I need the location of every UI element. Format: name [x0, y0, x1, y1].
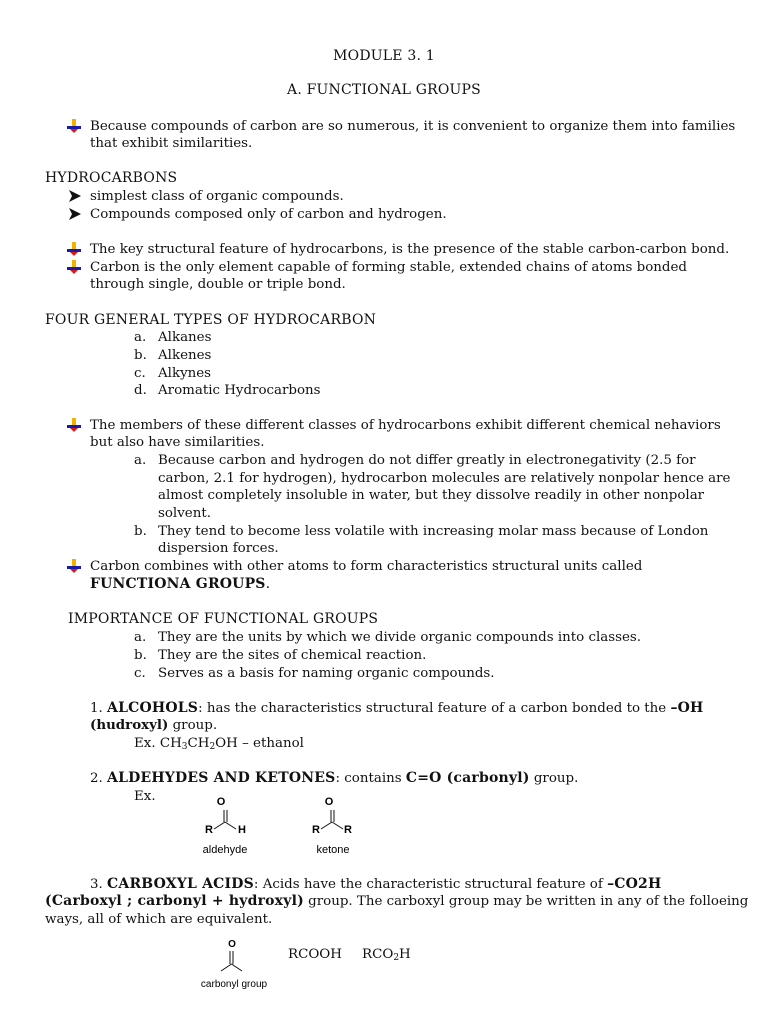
carboxyl-term: CARBOXYL ACIDS	[107, 876, 254, 892]
hydrocarbons-heading: HYDROCARBONS	[45, 170, 178, 186]
aldehydes-line1: 2. ALDEHYDES AND KETONES: contains C=O (carbonyl) group.	[90, 770, 579, 786]
carbon-line1: Carbon combines with other atoms to form characteristics structural units called	[90, 559, 643, 574]
alcohols-example: Ex. $CH_3CH_2OH$ – ethanol	[134, 736, 304, 752]
r-group: R	[344, 824, 352, 836]
aldehyde-label: aldehyde	[202, 844, 248, 856]
list-marker: a.	[134, 453, 147, 468]
aldehyde-structure	[203, 796, 248, 856]
carboxyl-formula-rco2h: $RCO_2H$	[362, 947, 411, 963]
members-line1: The members of these different classes of hydrocarbons exhibit different chemical nehaviors	[90, 418, 721, 433]
members-b-line: dispersion forces.	[158, 541, 279, 556]
section-title: A. FUNCTIONAL GROUPS	[287, 82, 481, 98]
down-arrow-bullet-icon	[67, 418, 81, 432]
intro-line2: that exhibit similarities.	[90, 136, 253, 151]
alcohols-term: ALCOHOLS	[107, 700, 199, 716]
members-a-line: almost completely insoluble in water, but they dissolve readily in other nonpolar	[158, 488, 705, 503]
members-a-line: Because carbon and hydrogen do not differ greatly in electronegativity (2.5 for	[158, 453, 696, 468]
carbonyl-group-label: carbonyl group	[200, 979, 268, 990]
down-arrow-bullet-icon	[67, 260, 81, 274]
list-marker: c.	[134, 666, 146, 681]
carbonyl-group-diagram	[192, 936, 282, 992]
importance-heading: IMPORTANCE OF FUNCTIONAL GROUPS	[68, 611, 379, 627]
module-title: MODULE 3. 1	[333, 48, 435, 64]
carboxyl-line1: 3. CARBOXYL ACIDS: Acids have the characteristic structural feature of –CO2H	[90, 876, 662, 892]
carboxyl-line3: ways, all of which are equivalent.	[45, 912, 273, 927]
aldehydes-term: ALDEHYDES AND KETONES	[107, 770, 336, 786]
list-marker: b.	[134, 524, 147, 539]
hydrocarbons-arrow-item: Compounds composed only of carbon and hydrogen.	[90, 207, 447, 222]
list-marker: a.	[134, 630, 147, 645]
down-arrow-bullet-icon	[67, 119, 81, 133]
arrow-bullet-icon	[69, 190, 81, 202]
members-a-line: carbon, 2.1 for hydrogen), hydrocarbon molecules are relatively nonpolar hence are	[158, 471, 731, 486]
alcohols-line1: 1. ALCOHOLS: has the characteristics structural feature of a carbon bonded to the –OH	[90, 700, 704, 716]
list-marker: b.	[134, 348, 147, 363]
r-group: R	[312, 824, 320, 836]
down-arrow-bullet-icon	[67, 242, 81, 256]
down-arrow-bullet-icon	[67, 559, 81, 573]
oxygen-atom: O	[324, 796, 334, 808]
hydrocarbons-bullet2-line1: Carbon is the only element capable of forming stable, extended chains of atoms bonded	[90, 260, 688, 275]
hydrocarbons-bullet2-line2: through single, double or triple bond.	[90, 277, 346, 292]
carboxyl-line2: (Carboxyl ; carbonyl + hydroxyl) group. The carboxyl group may be written in any of the folloeing	[45, 893, 749, 909]
members-line2: but also have similarities.	[90, 435, 265, 450]
list-marker: c.	[134, 366, 146, 381]
carboxyl-formula-rcooh: RCOOH	[288, 947, 342, 962]
list-item: Alkenes	[158, 348, 212, 363]
members-a-line: solvent.	[158, 506, 211, 521]
aldehydes-example-label: Ex.	[134, 789, 156, 804]
ketone-label: ketone	[316, 844, 350, 856]
list-item: They are the sites of chemical reaction.	[158, 648, 427, 663]
list-marker: d.	[134, 383, 147, 398]
ketone-structure	[312, 796, 352, 856]
alcohols-line2: (hudroxyl) group.	[90, 717, 218, 733]
carbonyl-structures-diagram	[195, 792, 370, 862]
members-b-line: They tend to become less volatile with increasing molar mass because of London	[158, 524, 709, 539]
oxygen-atom: O	[228, 939, 236, 950]
list-marker: b.	[134, 648, 147, 663]
oxygen-atom: O	[216, 796, 226, 808]
four-types-heading: FOUR GENERAL TYPES OF HYDROCARBON	[45, 312, 377, 328]
list-marker: a.	[134, 330, 147, 345]
r-group: R	[205, 824, 213, 836]
carbon-line2: FUNCTIONA GROUPS.	[90, 576, 271, 592]
list-item: Alkynes	[158, 366, 212, 381]
hydrocarbons-bullet1: The key structural feature of hydrocarbons, is the presence of the stable carbon-carbon bond.	[90, 242, 730, 257]
arrow-bullet-icon	[69, 208, 81, 220]
functional-groups-term: FUNCTIONA GROUPS	[90, 576, 266, 592]
list-item: Alkanes	[158, 330, 212, 345]
hydrogen-atom: H	[238, 824, 246, 836]
intro-line1: Because compounds of carbon are so numerous, it is convenient to organize them into families	[90, 119, 736, 134]
list-item: Aromatic Hydrocarbons	[158, 383, 321, 398]
list-item: Serves as a basis for naming organic compounds.	[158, 666, 495, 681]
list-item: They are the units by which we divide organic compounds into classes.	[158, 630, 642, 645]
hydrocarbons-arrow-item: simplest class of organic compounds.	[90, 189, 344, 204]
